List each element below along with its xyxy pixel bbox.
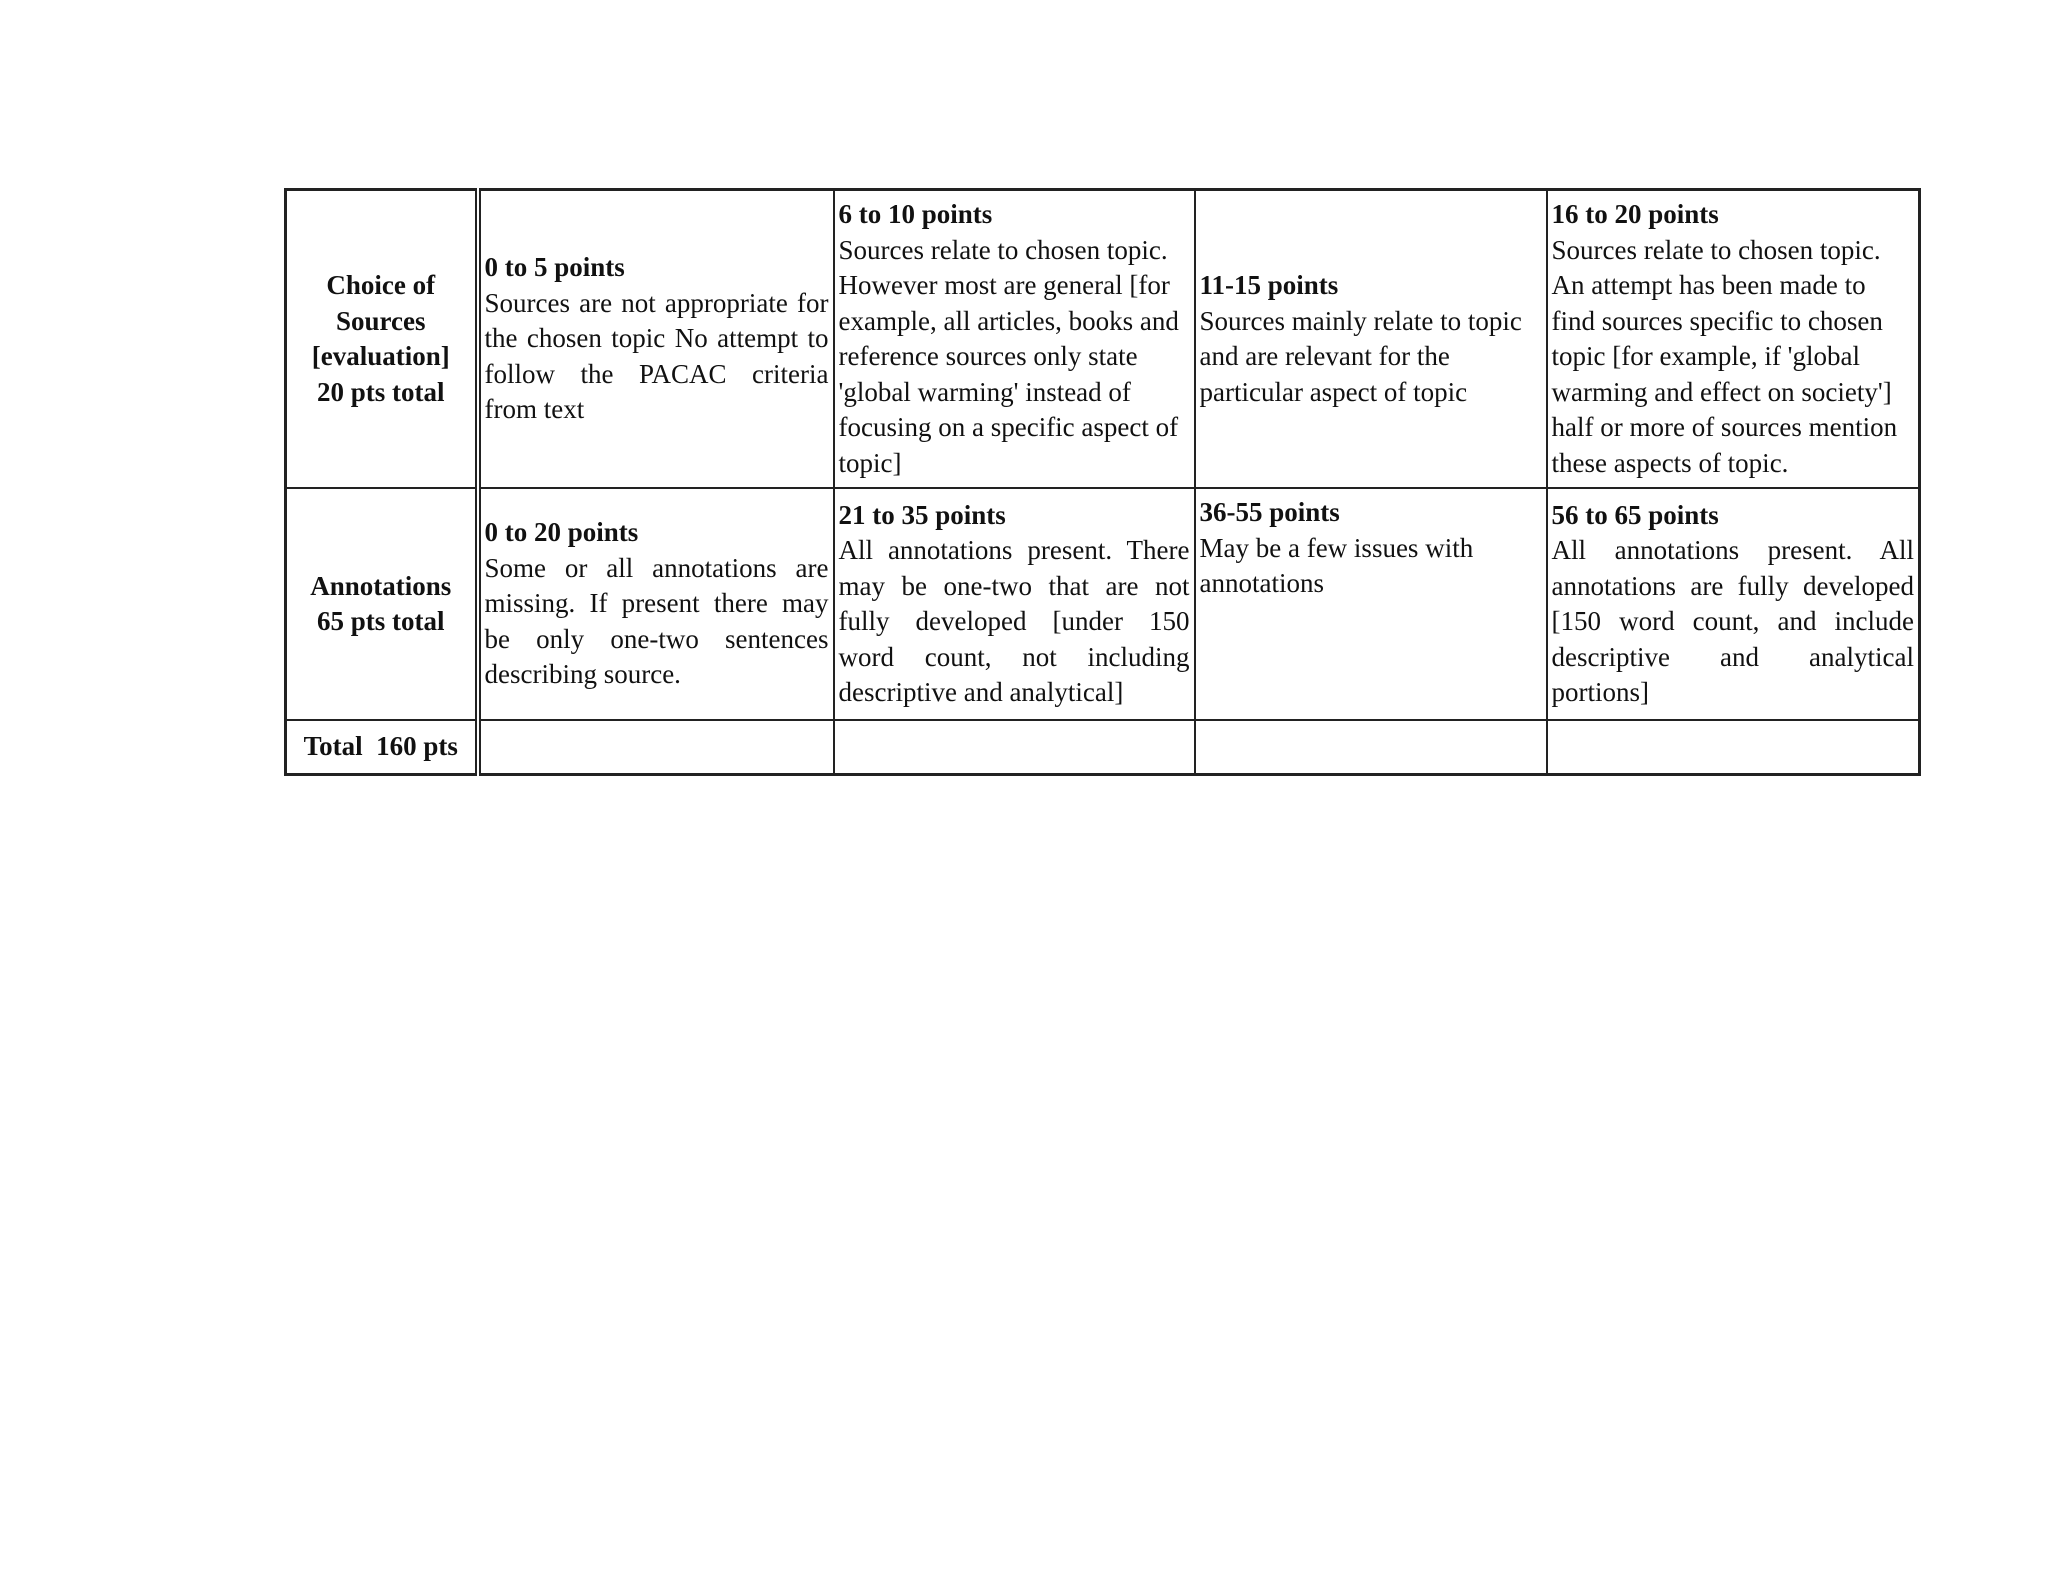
level-title: 11-15 points: [1199, 270, 1339, 300]
criterion-label-line: Choice of: [326, 270, 436, 300]
level-cell-annotations-56-65: [1547, 488, 1920, 720]
level-description: Sources relate to chosen topic. An attempt has been made to find sources specific to chosen topic [for example, if 'global warming and effect on society'] half or more of sources mention these aspects of topic.: [1551, 234, 1898, 478]
criterion-label-line: Sources: [335, 305, 426, 336]
level-cell-sources-6-10: [834, 190, 1195, 489]
level-description: All annotations present. All annotations are fully developed [150 word count, and include descriptive and analytical portions]: [1551, 535, 1914, 707]
criterion-label-annotations: [286, 488, 478, 720]
criterion-label-line: [evaluation]: [311, 341, 450, 371]
total-cell-empty: [834, 720, 1195, 775]
level-title: 0 to 20 points: [484, 517, 639, 548]
level-title: 0 to 5 points: [484, 252, 625, 283]
level-description: Sources are not appropriate for the chosen topic No attempt to follow the PACAC criteria from text: [484, 287, 829, 425]
total-label: Total 160 pts: [286, 720, 478, 775]
criterion-label-line: Annotations: [310, 570, 452, 601]
rubric-row-choice-of-sources: [286, 190, 1920, 489]
level-description: May be a few issues with annotations: [1199, 532, 1474, 598]
rubric-table: [284, 188, 1921, 776]
criterion-label-line: 65 pts total: [317, 606, 445, 636]
criterion-label-line: 20 pts total: [317, 376, 445, 407]
level-cell-sources-0-5: [478, 190, 834, 489]
level-description: Sources mainly relate to topic and are relevant for the particular aspect of topic: [1199, 305, 1522, 407]
level-title: 21 to 35 points: [838, 499, 1006, 530]
level-description: Some or all annotations are missing. If present there may be only one-two sentences describing source.: [484, 552, 829, 690]
level-cell-annotations-0-20: [478, 488, 834, 720]
level-cell-annotations-36-55: [1195, 488, 1547, 720]
level-title: 56 to 65 points: [1551, 499, 1719, 530]
total-cell-empty: [478, 720, 834, 775]
level-title: 6 to 10 points: [838, 199, 993, 229]
rubric-row-annotations: [286, 488, 1920, 720]
total-cell-empty: [1547, 720, 1920, 775]
level-title: 16 to 20 points: [1551, 199, 1719, 229]
criterion-label-choice-of-sources: [286, 190, 478, 489]
level-cell-sources-11-15: [1195, 190, 1547, 489]
level-description: All annotations present. There may be one-two that are not fully developed [under 150 word count, not including descriptive and analytical]: [838, 535, 1190, 707]
level-cell-annotations-21-35: [834, 488, 1195, 720]
level-cell-sources-16-20: [1547, 190, 1920, 489]
rubric-row-total: [286, 720, 1920, 775]
total-cell-empty: [1195, 720, 1547, 775]
level-description: Sources relate to chosen topic. However most are general [for example, all articles, books and reference sources only state 'global warming' instead of focusing on a specific aspect of topic]: [838, 234, 1179, 478]
level-title: 36-55 points: [1199, 497, 1340, 527]
